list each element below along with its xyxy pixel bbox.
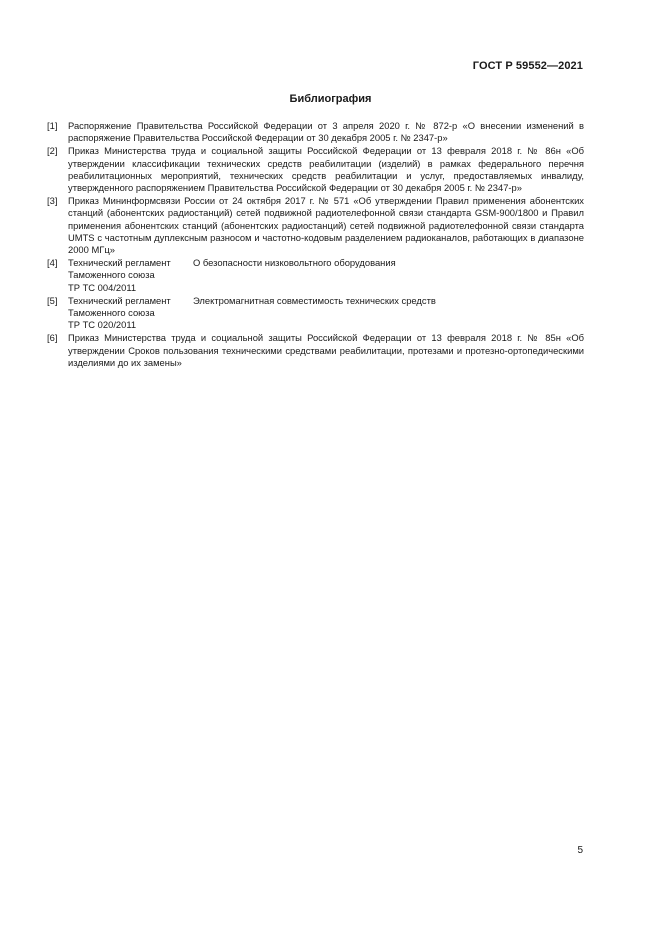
bibliography-entry-6 bbox=[47, 332, 584, 369]
bibliography-list bbox=[47, 120, 584, 370]
entry-text: Распоряжение Правительства Российской Федерации от 3 апреля 2020 г. № 872-р «О внесении изменений в распоряжение Правительства Российской Федерации от 30 декабря 2005 г. № 2347-р» bbox=[68, 120, 584, 144]
entry-number: [6] bbox=[47, 332, 58, 344]
regulation-line-2: Таможенного союза bbox=[68, 307, 155, 319]
page-number: 5 bbox=[577, 845, 583, 856]
bibliography-entry-4 bbox=[47, 257, 584, 294]
bibliography-entry-1 bbox=[47, 120, 584, 144]
entry-number: [1] bbox=[47, 120, 58, 131]
entry-number: [3] bbox=[47, 195, 58, 207]
regulation-title: Электромагнитная совместимость технических средств bbox=[193, 294, 436, 306]
bibliography-entry-3 bbox=[47, 195, 584, 256]
regulation-title: О безопасности низковольтного оборудования bbox=[193, 257, 396, 269]
regulation-designation bbox=[68, 295, 193, 332]
section-title: Библиография bbox=[289, 93, 372, 105]
bibliography-entry-5 bbox=[47, 295, 584, 332]
document-code: ГОСТ Р 59552—2021 bbox=[472, 60, 583, 72]
entry-number: [4] bbox=[47, 257, 58, 269]
entry-number: [5] bbox=[47, 294, 58, 306]
regulation-line-2: Таможенного союза bbox=[68, 269, 155, 281]
entry-number: [2] bbox=[47, 145, 58, 157]
regulation-line-1: Технический регламент bbox=[68, 294, 171, 306]
entry-text: Приказ Министерства труда и социальной защиты Российской Федерации от 13 февраля 2018 г. № 86н «Об утверждении классификации технических средств реабилитации (изделий) в рамках федерального перечня реабилитационных мероприятий, технических средств реабилитации и услуг, предоставляемых инвалиду, утвержденного распоряжением Правительства Российской Федерации от 30 декабря 2005 г. № 2347-р» bbox=[68, 145, 584, 194]
bibliography-entry-2 bbox=[47, 145, 584, 194]
entry-body bbox=[68, 295, 584, 332]
regulation-line-1: Технический регламент bbox=[68, 257, 171, 269]
entry-text: Приказ Мининформсвязи России от 24 октября 2017 г. № 571 «Об утверждении Правил применения абонентских станций (абонентских радиостанций) сетей подвижной радиотелефонной связи стандарта GSM-900/1800 и Правил применения абонентских станций (абонентских радиостанций) сетей подвижной радиотелефонной связи стандарта UMTS с частотным дуплексным разносом и частотно-кодовым разделением радиоканалов, работающих в диапазоне 2000 МГц» bbox=[68, 195, 584, 256]
entry-body bbox=[68, 257, 584, 294]
regulation-line-3: ТР ТС 004/2011 bbox=[68, 281, 137, 293]
entry-text: Приказ Министерства труда и социальной защиты Российской Федерации от 13 февраля 2018 г. № 85н «Об утверждении Сроков пользования техническими средствами реабилитации, протезами и протезно-ортопедическими изделиями до их замены» bbox=[68, 332, 584, 368]
regulation-line-3: ТР ТС 020/2011 bbox=[68, 319, 137, 331]
regulation-designation bbox=[68, 257, 193, 294]
